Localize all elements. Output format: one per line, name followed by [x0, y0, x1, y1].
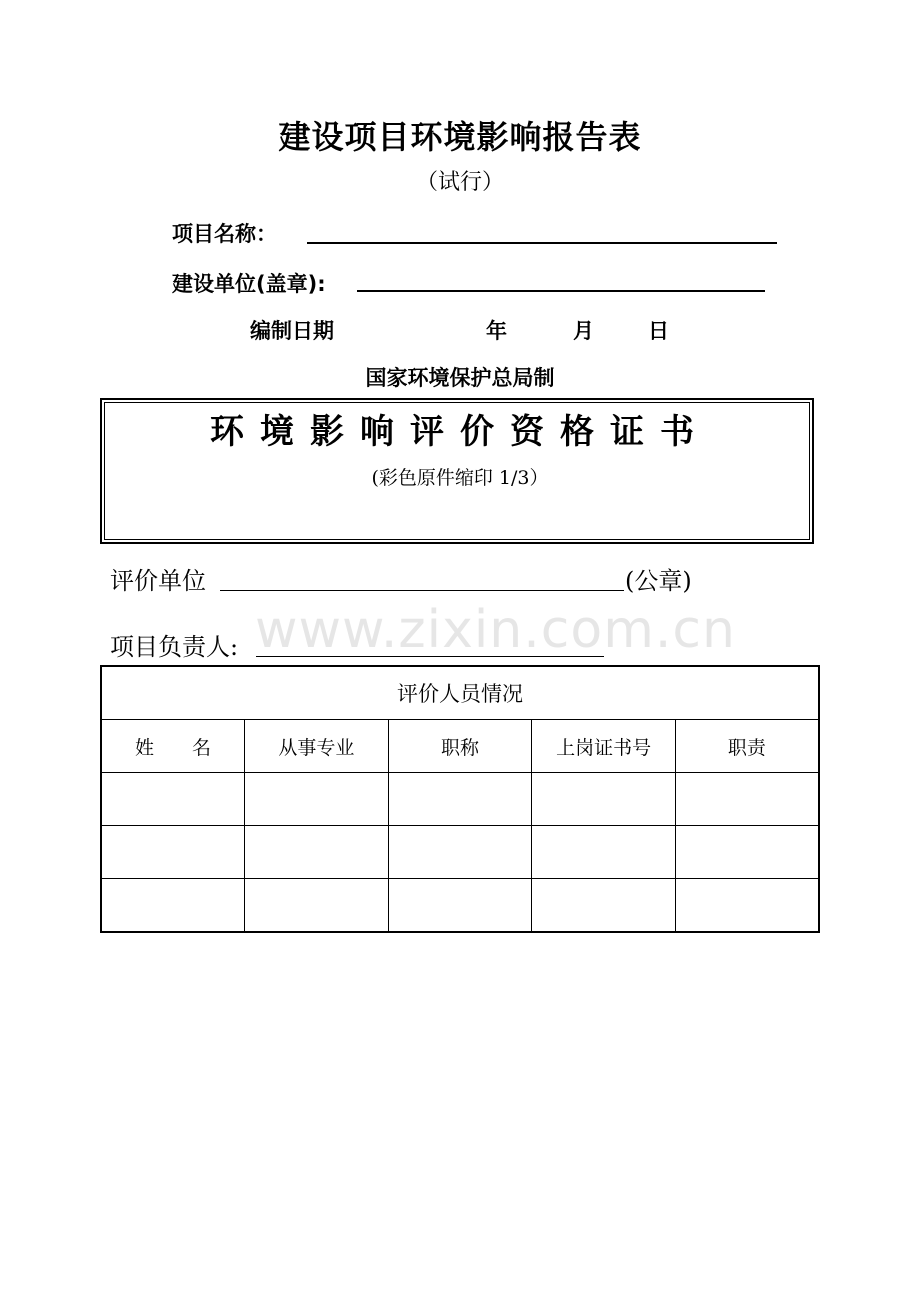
project-leader-line	[256, 656, 604, 657]
project-leader-label: 项目负责人:	[110, 633, 239, 661]
table-cell	[532, 826, 676, 879]
table-caption: 评价人员情况	[101, 666, 819, 720]
table-cell	[675, 879, 819, 933]
month-label: 月	[573, 319, 594, 343]
table-cell	[675, 826, 819, 879]
table-header-row	[101, 720, 819, 773]
table-cell	[245, 879, 389, 933]
table-cell	[101, 826, 245, 879]
staff-table	[100, 665, 820, 933]
header-name: 姓 名	[101, 720, 245, 773]
builder-label: 建设单位(盖章):	[172, 272, 326, 296]
table-cell	[388, 879, 532, 933]
table-cell	[388, 826, 532, 879]
document-title: 建设项目环境影响报告表	[278, 118, 642, 156]
day-label: 日	[648, 319, 669, 343]
document-subtitle: （试行）	[415, 170, 504, 195]
table-cell	[532, 879, 676, 933]
table-cell	[388, 773, 532, 826]
evaluation-unit-line	[220, 590, 624, 591]
table-cell	[675, 773, 819, 826]
table-cell	[101, 879, 245, 933]
table-row	[101, 773, 819, 826]
header-specialty: 从事专业	[245, 720, 389, 773]
header-duty: 职责	[675, 720, 819, 773]
table-row	[101, 879, 819, 933]
certificate-title: 环境影响评价资格证书	[210, 412, 710, 452]
project-name-line	[307, 242, 777, 244]
table-cell	[245, 773, 389, 826]
builder-line	[357, 290, 765, 292]
header-certificate-number: 上岗证书号	[532, 720, 676, 773]
header-title: 职称	[388, 720, 532, 773]
table-caption-row	[101, 666, 819, 720]
date-label: 编制日期	[250, 319, 334, 343]
table-cell	[245, 826, 389, 879]
table-cell	[532, 773, 676, 826]
watermark: www.zixin.com.cn	[255, 600, 736, 660]
evaluation-unit-label: 评价单位	[110, 567, 206, 595]
certificate-note: (彩色原件缩印 1/3）	[371, 467, 549, 489]
year-label: 年	[486, 319, 507, 343]
table-row	[101, 826, 819, 879]
evaluation-unit-suffix: (公章)	[625, 567, 692, 595]
table-cell	[101, 773, 245, 826]
issuer-text: 国家环境保护总局制	[365, 366, 555, 390]
project-name-label: 项目名称：	[172, 222, 277, 246]
